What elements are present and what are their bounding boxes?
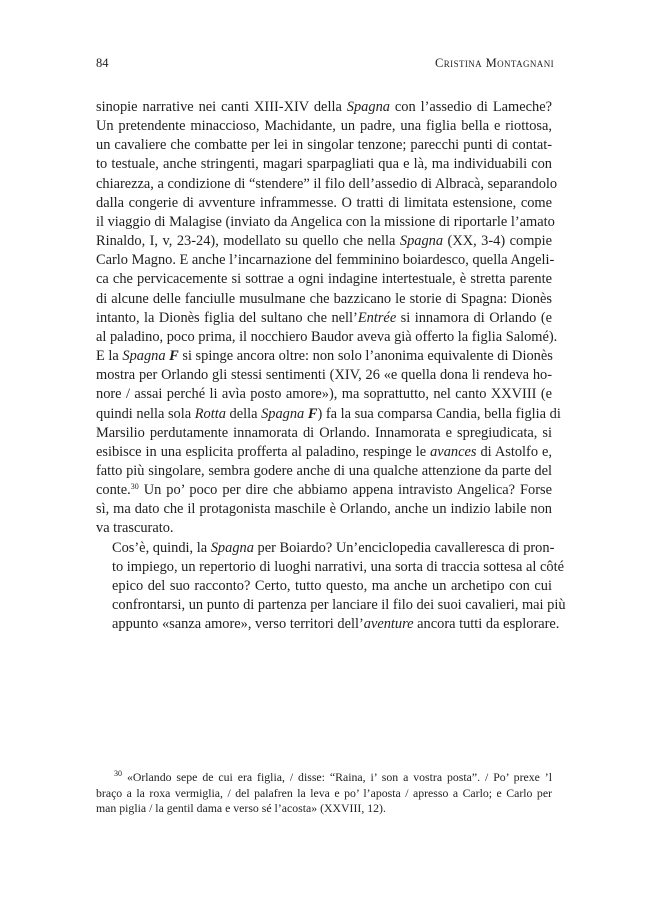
text-line [96, 347, 552, 366]
text-run: «Orlando sepe de cui era figlia, / disse: “Raina, i’ son a vostra posta”. / Po’ prexe ’l [126, 770, 553, 784]
text-line [96, 117, 552, 136]
text-run: di Astolfo e, [476, 443, 552, 460]
text-line [96, 519, 552, 538]
text-run: appunto «sanza amore», verso territori dell’ [112, 616, 364, 633]
text-run: un cavaliere che combatte per lei in singolar tenzone; parecchi punti di contat- [96, 137, 552, 154]
text-run: al paladino, poco prima, il nocchiero Baudor aveva già offerto la figlia Salomé). [96, 328, 558, 345]
text-run: quindi nella sola [96, 405, 195, 422]
text-line [96, 615, 560, 634]
text-run: epico del suo racconto? Certo, tutto questo, ma anche un archetipo con cui [112, 577, 552, 594]
text-run: con l’assedio di Lameche? [389, 99, 552, 115]
text-run: sinopie narrative nei canti XIII-XIV della [96, 99, 347, 115]
text-line [96, 136, 552, 155]
text-line [96, 328, 558, 347]
footnote-ref[interactable]: 30 [130, 482, 139, 492]
text-line [96, 175, 558, 194]
text-line [96, 424, 552, 443]
manuscript-siglum: F [307, 405, 318, 422]
footnote-line [96, 770, 552, 786]
text-run: to impiego, un repertorio di luoghi narrativi, una sorta di traccia sottesa al côté [112, 558, 564, 575]
italic-title: Entrée [357, 309, 397, 326]
text-run: Un pretendente minaccioso, Machidante, un padre, una figlia bella e riottosa, [96, 118, 552, 135]
text-run: il viaggio di Malagise (inviato da Angelica con la missione di riportarle l’amato [96, 213, 555, 230]
text-run: braço a la roxa vermiglia, / del palafren la leva e po’ l’aposta / apresso a Carlo; e Carlo per [96, 785, 552, 800]
body-text [96, 98, 566, 634]
paragraph [96, 98, 561, 539]
text-run: (XX, 3-4) compie [443, 233, 552, 250]
text-run: to testuale, anche stringenti, magari sparpagliati qua e là, ma individuabili con [96, 156, 552, 173]
text-run: esibisce in una esplicita profferta al paladino, respinge le [96, 443, 431, 460]
footnote-line [96, 786, 552, 802]
text-line [96, 194, 552, 213]
text-run: va trascurato. [96, 520, 174, 537]
manuscript-siglum: F [169, 348, 179, 365]
text-line [96, 443, 552, 462]
text-line [96, 98, 552, 117]
text-run: sì, ma dato che il protagonista maschile è Orlando, anche un indizio labile non [96, 501, 552, 518]
text-line [96, 405, 561, 424]
italic-title: Spagna [122, 348, 166, 365]
footnote-line [96, 801, 552, 817]
text-run: Un po’ poco per dire che abbiamo appena intravisto Angelica? Forse [138, 482, 552, 499]
running-title: Cristina Montagnani [435, 56, 554, 70]
text-line [96, 251, 555, 270]
text-run: si spinge ancora oltre: non solo l’anonima equivalente di Dionès [178, 348, 553, 365]
italic-title: Spagna [346, 99, 390, 115]
italic-title: avances [430, 443, 477, 460]
text-run: di alcune delle fanciulle musulmane che bazzicano le storie di Spagna: Dionès [96, 290, 552, 307]
text-run: E la [96, 348, 123, 365]
footnote-number: 30 [114, 769, 122, 778]
footnote [96, 770, 552, 817]
text-line [96, 385, 552, 404]
text-run: per Boiardo? Un’enciclopedia cavalleresca di pron- [253, 539, 555, 556]
text-line [96, 577, 552, 596]
text-run: Rinaldo, I, v, 23-24), modellato su quello che nella [96, 233, 400, 250]
italic-title: Spagna [210, 539, 254, 556]
text-run: Cos’è, quindi, la [112, 539, 211, 556]
text-line [96, 232, 552, 251]
text-line [96, 481, 552, 500]
page-number: 84 [96, 56, 109, 70]
text-run: dalla congerie di avventure inframmesse. O tratti di limitata estensione, come [96, 194, 552, 211]
text-run: chiarezza, a condizione di “stendere” il filo dell’assedio di Albracà, separandolo [96, 175, 558, 192]
text-line [96, 596, 566, 615]
text-line [96, 539, 555, 558]
text-run: della [225, 405, 262, 422]
italic-title: Spagna [399, 233, 444, 250]
text-line [96, 558, 564, 577]
text-line [96, 270, 552, 289]
text-line [96, 366, 552, 385]
text-line [96, 290, 552, 309]
text-line [96, 500, 552, 519]
text-run: Carlo Magno. E anche l’incarnazione del femminino boiardesco, quella Angeli- [96, 252, 555, 269]
text-run: nore / assai perché li avìa posto amore»), ma soprattutto, nel canto XXVIII (e [96, 386, 552, 403]
text-run: ca che pervicacemente si sottrae a ogni indagine intertestuale, è stretta parente [96, 271, 552, 288]
italic-title: aventure [363, 616, 414, 633]
text-run: mostra per Orlando gli stessi sentimenti (XIV, 26 «e quella dona li rendeva ho- [96, 367, 552, 384]
text-line [96, 462, 552, 481]
text-line [96, 309, 552, 328]
running-head [96, 56, 554, 72]
text-line [96, 155, 552, 174]
paragraph [96, 539, 566, 635]
italic-title: Spagna [261, 405, 305, 422]
text-run: fatto più singolare, sembra godere anche di una qualche attenzione da parte del [96, 462, 552, 479]
text-run: intanto, la Dionès figlia del sultano che nell’ [96, 309, 358, 326]
text-line [96, 213, 555, 232]
text-run: si innamora di Orlando (e [396, 309, 552, 326]
text-run: Marsilio perdutamente innamorata di Orlando. Innamorata e spregiudicata, si [96, 424, 552, 441]
text-run: conte. [96, 482, 131, 499]
text-run: ) fa la sua comparsa Candia, bella figlia di [317, 405, 561, 422]
text-run: ancora tutti da esplorare. [413, 616, 560, 633]
italic-title: Rotta [194, 405, 226, 422]
text-run: man piglia / la gentil dama e verso sé l’acosta» (XXVIII, 12). [96, 801, 386, 816]
text-run: confrontarsi, un punto di partenza per lanciare il filo dei suoi cavalieri, mai più [112, 597, 566, 614]
